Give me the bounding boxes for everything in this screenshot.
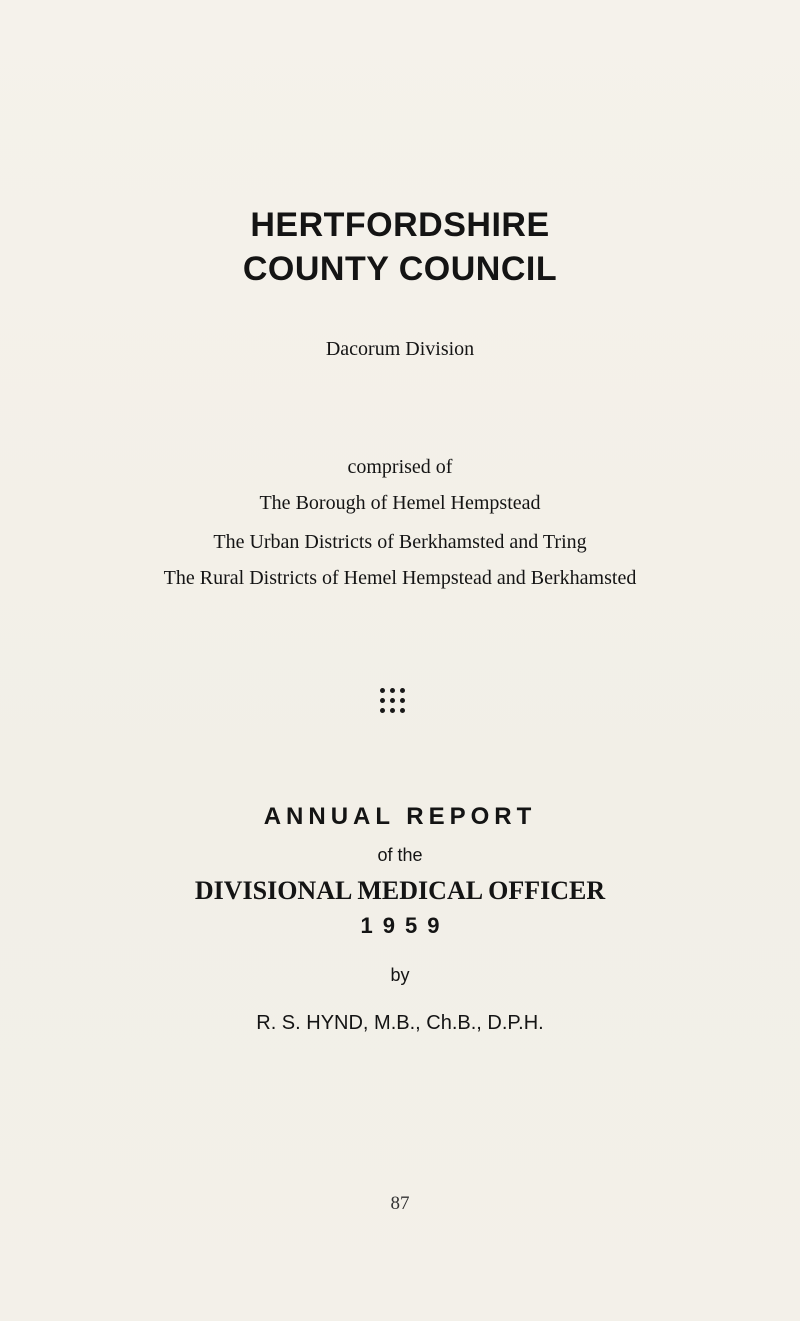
ornament-dot [390, 708, 395, 713]
report-officer-title: DIVISIONAL MEDICAL OFFICER [194, 876, 606, 905]
ornament-dot [400, 708, 405, 713]
council-title-line1: HERTFORDSHIRE [250, 206, 550, 244]
report-year: 1959 [360, 913, 450, 938]
council-title-line2: COUNTY COUNCIL [242, 250, 558, 288]
ornament-dot [390, 698, 395, 703]
report-author: R. S. HYND, M.B., Ch.B., D.P.H. [256, 1012, 544, 1034]
division-name: Dacorum Division [325, 338, 475, 360]
area-rural-districts: The Rural Districts of Hemel Hempstead and Berkhamsted [163, 567, 637, 589]
ornament-dot [380, 698, 385, 703]
comprised-of-label: comprised of [347, 456, 453, 478]
area-borough: The Borough of Hemel Hempstead [259, 492, 541, 514]
ornament-dots [378, 688, 422, 714]
ornament-dot [380, 688, 385, 693]
report-of-the: of the [377, 845, 423, 865]
ornament-dot [390, 688, 395, 693]
ornament-dot [400, 688, 405, 693]
ornament-dot [400, 698, 405, 703]
report-heading: ANNUAL REPORT [263, 803, 537, 830]
report-by: by [390, 965, 410, 985]
area-urban-districts: The Urban Districts of Berkhamsted and Tring [213, 531, 587, 553]
page-number: 87 [390, 1193, 410, 1214]
ornament-dot [380, 708, 385, 713]
